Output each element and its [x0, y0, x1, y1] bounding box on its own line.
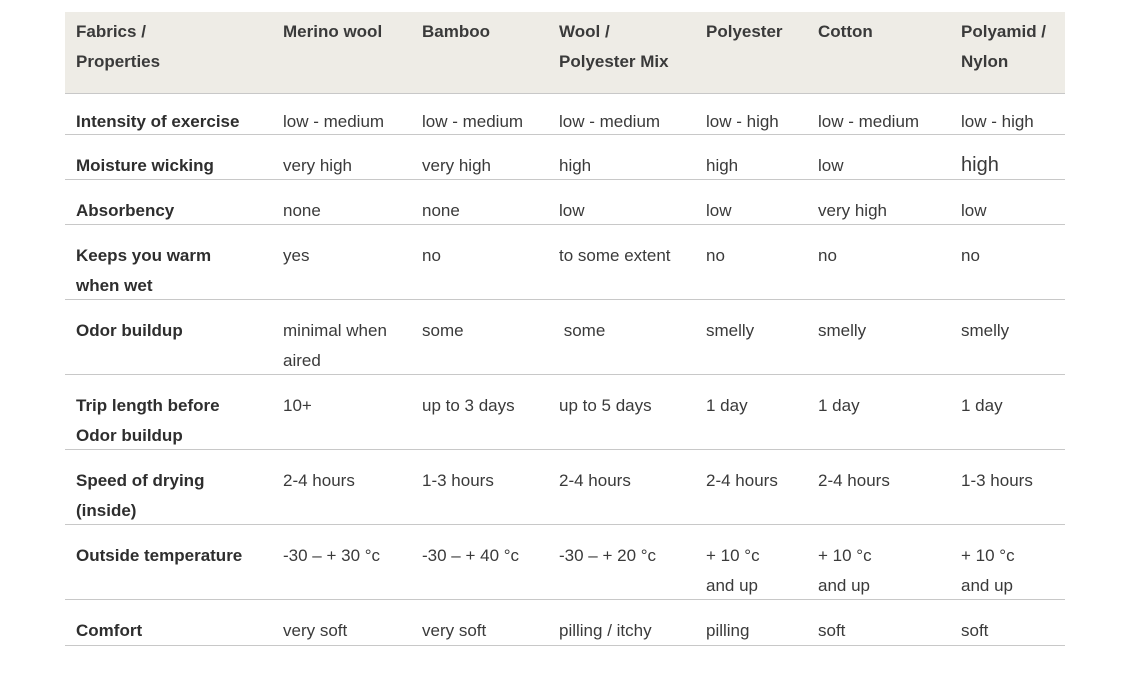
table-cell: smelly — [818, 321, 867, 340]
table-cell: low - medium — [283, 112, 385, 131]
table-cell: -30 – + 30 °c — [283, 546, 381, 565]
table-cell: low — [961, 201, 987, 220]
table-cell: 2-4 hours — [818, 471, 890, 490]
table-cell: some — [559, 321, 606, 340]
table-cell: up to 5 days — [559, 396, 652, 415]
table-cell: no — [818, 246, 837, 265]
table-cell: high — [559, 156, 592, 175]
table-row — [65, 450, 1065, 525]
table-cell: some — [422, 321, 464, 340]
table-cell: very soft — [422, 621, 487, 640]
table-cell: low — [706, 201, 732, 220]
row-label-moisture-wicking: Moisture wicking — [76, 156, 214, 175]
row-label-outside-temperature: Outside temperature — [76, 546, 243, 565]
fabric-comparison-table — [65, 12, 1065, 646]
table-cell: + 10 °c and up — [961, 546, 1015, 595]
header-cell-polyester: Polyester — [706, 22, 783, 41]
table-row — [65, 600, 1065, 646]
table-row — [65, 107, 1065, 135]
table-cell: no — [706, 246, 725, 265]
row-label-comfort: Comfort — [76, 621, 143, 640]
table-cell: soft — [961, 621, 989, 640]
header-cell-polyamid-nylon: Polyamid / Nylon — [961, 22, 1047, 71]
table-cell: to some extent — [559, 246, 671, 265]
table-cell: low - medium — [422, 112, 524, 131]
table-cell: very high — [818, 201, 887, 220]
table-cell: smelly — [706, 321, 755, 340]
table-cell: soft — [818, 621, 846, 640]
table-cell: -30 – + 40 °c — [422, 546, 520, 565]
header-cell-bamboo: Bamboo — [422, 22, 490, 41]
table-cell: low - medium — [559, 112, 661, 131]
table-cell: very soft — [283, 621, 348, 640]
table-cell: yes — [283, 246, 310, 265]
header-cell-fabrics-properties: Fabrics / Properties — [76, 22, 161, 71]
table-row — [65, 300, 1065, 375]
row-label-keeps-warm: Keeps you warm when wet — [76, 246, 212, 295]
table-cell: no — [961, 246, 980, 265]
table-cell: 1-3 hours — [961, 471, 1033, 490]
table-header-row — [65, 12, 1065, 94]
row-label-intensity: Intensity of exercise — [76, 112, 240, 131]
table-cell: none — [422, 201, 460, 220]
table-cell: low — [818, 156, 844, 175]
row-label-speed-of-drying: Speed of drying (inside) — [76, 471, 205, 520]
table-cell: none — [283, 201, 321, 220]
table-cell: low - high — [706, 112, 779, 131]
table-cell: -30 – + 20 °c — [559, 546, 657, 565]
table-cell: 1-3 hours — [422, 471, 494, 490]
table-cell: low - high — [961, 112, 1034, 131]
table-cell: pilling — [706, 621, 750, 640]
table-cell: minimal when aired — [283, 321, 387, 370]
table-cell: 2-4 hours — [559, 471, 631, 490]
table-cell: + 10 °c and up — [706, 546, 760, 595]
table-cell: smelly — [961, 321, 1010, 340]
row-label-odor-buildup: Odor buildup — [76, 321, 183, 340]
table-row — [65, 225, 1065, 300]
header-cell-merino-wool: Merino wool — [283, 22, 383, 41]
table-cell: high — [961, 154, 999, 176]
table-cell: low — [559, 201, 585, 220]
table-cell: high — [706, 156, 739, 175]
table-cell: no — [422, 246, 441, 265]
row-label-trip-length: Trip length before Odor buildup — [76, 396, 220, 445]
table-cell: 10+ — [283, 396, 312, 415]
table-cell: 2-4 hours — [706, 471, 778, 490]
header-cell-cotton: Cotton — [818, 22, 873, 41]
table-cell: very high — [283, 156, 352, 175]
header-cell-wool-polyester-mix: Wool / Polyester Mix — [559, 22, 669, 71]
header-spacer — [65, 94, 1065, 107]
row-label-absorbency: Absorbency — [76, 201, 175, 220]
table-cell: low - medium — [818, 112, 920, 131]
table-cell: very high — [422, 156, 491, 175]
table-cell: 1 day — [961, 396, 1003, 415]
table-row — [65, 180, 1065, 225]
table-cell: up to 3 days — [422, 396, 515, 415]
table-cell: + 10 °c and up — [818, 546, 872, 595]
table-cell: 1 day — [706, 396, 748, 415]
table-row — [65, 135, 1065, 180]
table-row — [65, 525, 1065, 600]
table-cell: pilling / itchy — [559, 621, 652, 640]
table-cell: 2-4 hours — [283, 471, 355, 490]
table-cell: 1 day — [818, 396, 860, 415]
table-row — [65, 375, 1065, 450]
